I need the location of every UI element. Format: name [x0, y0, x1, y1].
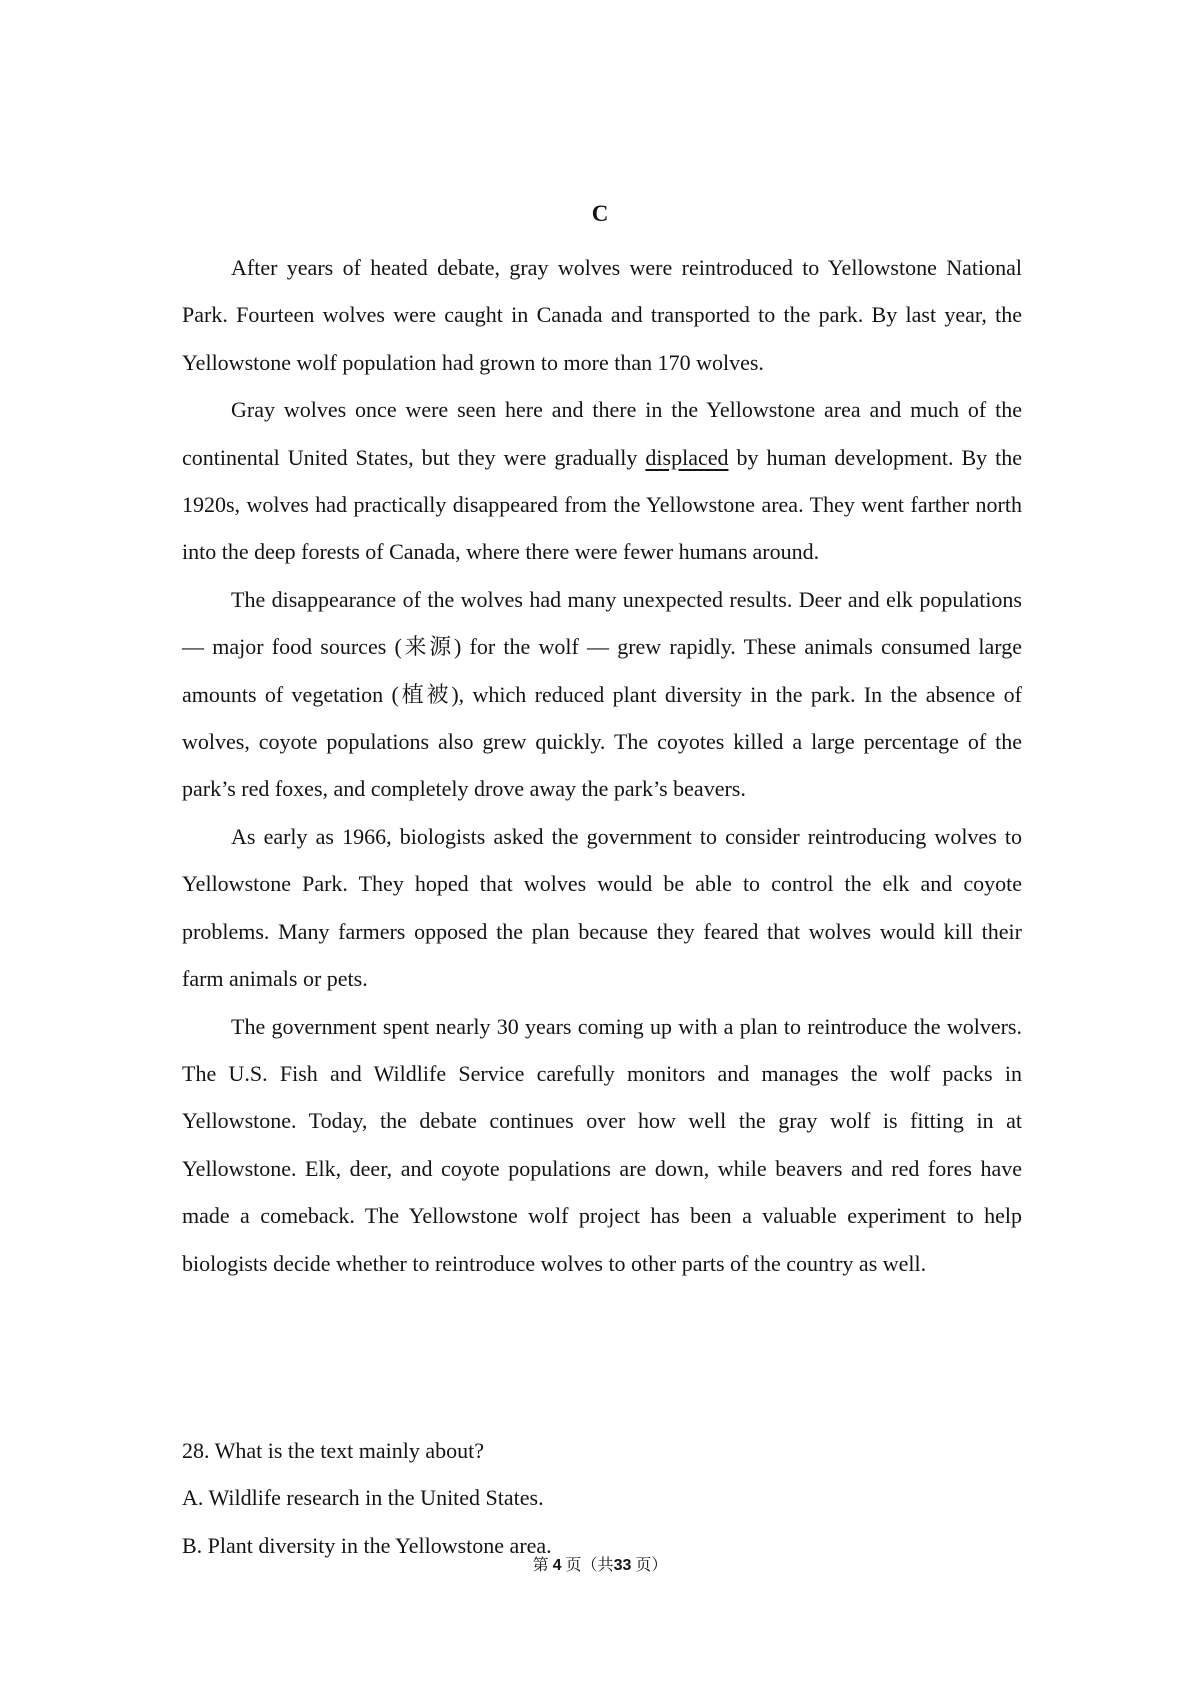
footer-middle: 页（共 [565, 1557, 614, 1574]
paragraph-2-text-before: Gray wolves once were seen here and there in the Yellowstone area and much of the continental United States, but they were gradually [182, 397, 1022, 470]
paragraph-3: The disappearance of the wolves had many unexpected results. Deer and elk populations — major food sources (来源) for the wolf — grew rapidly. These animals consumed large amounts of vegetation (植被), which reduced plant diversity in the park. In the absence of wolves, coyote populations also grew quickly. The coyotes killed a large percentage of the park’s red foxes, and completely drove away the park’s beavers. [182, 586, 1022, 802]
paragraph-5: The government spent nearly 30 years coming up with a plan to reintroduce the wolvers. The U.S. Fish and Wildlife Service carefully monitors and manages the wolf packs in Yellowstone. Today, the debate continues over how well the gray wolf is fitting in at Yellowstone. Elk, deer, and coyote populations are down, while beavers and red fores have made a comeback. The Yellowstone wolf project has been a valuable experiment to help biologists decide whether to reintroduce wolves to other parts of the country as well. [182, 1013, 1022, 1276]
current-page-number: 4 [552, 1557, 562, 1574]
underlined-word: displaced [645, 444, 729, 470]
paragraph-2-text-after: by human development. By the 1920s, wolves had practically disappeared from the Yellowstone area. They went farther north into the deep forests of Canada, where there were fewer humans around. [182, 444, 1022, 565]
paragraph-4: As early as 1966, biologists asked the government to consider reintroducing wolves to Yellowstone Park. They hoped that wolves would be able to control the elk and coyote problems. Many farmers opposed the plan because they feared that wolves would kill their farm animals or pets. [182, 823, 1022, 992]
footer-suffix: 页） [635, 1557, 668, 1574]
section-title: C [591, 201, 609, 226]
paragraph-2 [182, 386, 1022, 576]
option-b: B. Plant diversity in the Yellowstone area. [182, 1532, 552, 1558]
footer-prefix: 第 [532, 1557, 549, 1574]
question-block [182, 1427, 1022, 1569]
page-footer [0, 1556, 1200, 1576]
reading-passage [182, 244, 1022, 1287]
paragraph-1: After years of heated debate, gray wolves were reintroduced to Yellowstone National Park. Fourteen wolves were caught in Canada and transported to the park. By last year, the Yellowstone wolf population had grown to more than 170 wolves. [182, 255, 1022, 375]
question-stem: 28. What is the text mainly about? [182, 1438, 485, 1463]
total-pages-number: 33 [613, 1557, 632, 1574]
option-a: A. Wildlife research in the United States. [182, 1485, 544, 1511]
